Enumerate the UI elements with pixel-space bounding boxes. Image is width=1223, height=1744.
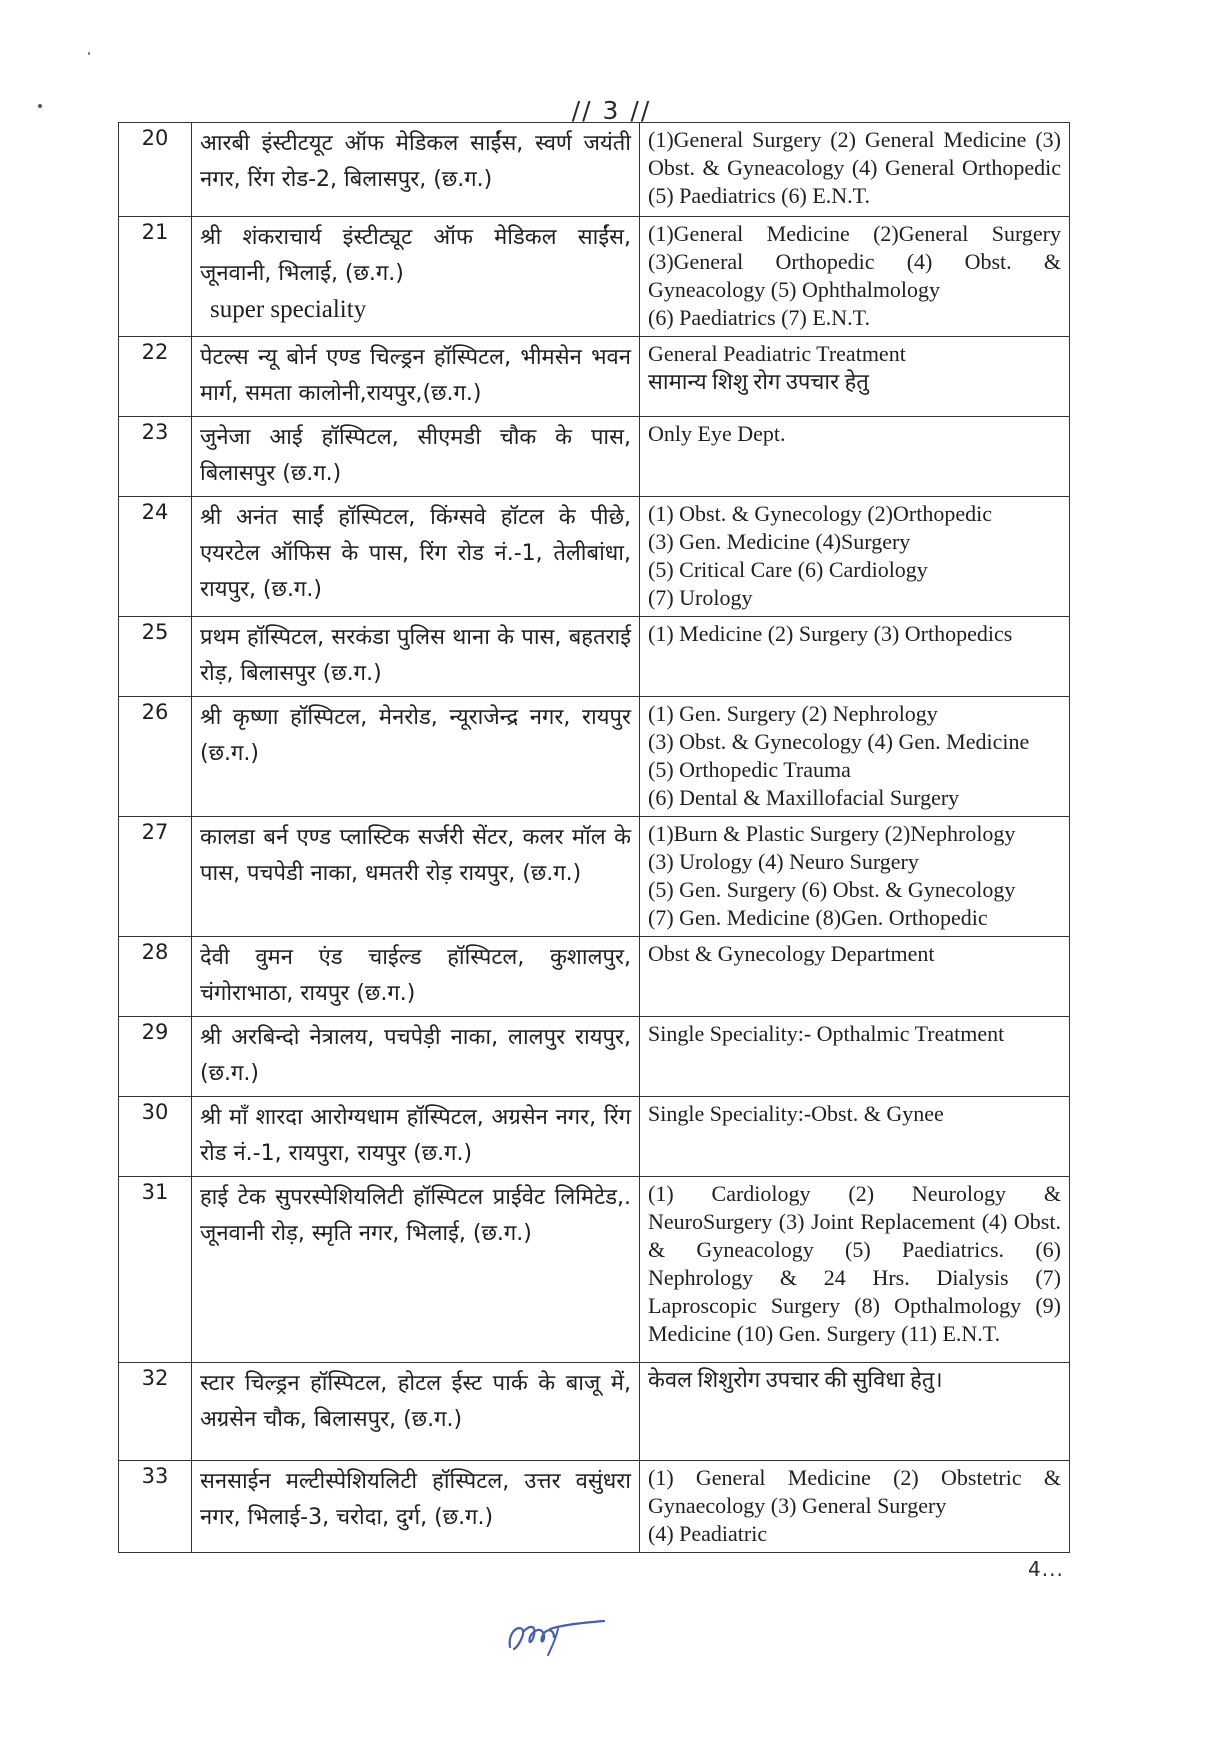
serial-number: 33 — [119, 1461, 192, 1553]
speciality-line: (1) Medicine (2) Surgery (3) Orthopedics — [648, 621, 1013, 646]
specialities — [640, 1461, 1070, 1553]
hospital-name-address — [192, 937, 640, 1017]
hospital-name-address — [192, 417, 640, 497]
serial-number: 22 — [119, 337, 192, 417]
speciality-line: केवल शिशुरोग उपचार की सुविधा हेतु। — [648, 1367, 943, 1392]
speciality-line: Only Eye Dept. — [648, 421, 786, 446]
specialities — [640, 1017, 1070, 1097]
speciality-line: (5) Orthopedic Trauma — [648, 757, 851, 782]
speciality-line: (3) Urology (4) Neuro Surgery — [648, 849, 919, 874]
table-row — [119, 817, 1070, 937]
table-row — [119, 217, 1070, 337]
hospital-table-body — [119, 123, 1070, 1553]
hospital-name-address — [192, 1017, 640, 1097]
hospital-name: हाई टेक सुपरस्पेशियलिटी हॉस्पिटल प्राईवेट लिमिटेड,. जूनवानी रोड़, स्मृति नगर, भिलाई, (छ.ग.) — [200, 1185, 631, 1246]
table-row — [119, 1363, 1070, 1461]
hospital-name: श्री शंकराचार्य इंस्टीट्यूट ऑफ मेडिकल साईंस, जूनवानी, भिलाई, (छ.ग.) — [200, 225, 631, 286]
specialities — [640, 617, 1070, 697]
hospital-name-address — [192, 1097, 640, 1177]
speciality-line: (3) Obst. & Gynecology (4) Gen. Medicine — [648, 729, 1030, 754]
speciality-line: (1) General Medicine (2) Obstetric & Gynaecology (3) General Surgery — [648, 1465, 1061, 1518]
hospital-name: प्रथम हॉस्पिटल, सरकंडा पुलिस थाना के पास, बहतराई रोड़, बिलासपुर (छ.ग.) — [200, 625, 631, 686]
hospital-name-address — [192, 697, 640, 817]
hospital-name: पेटल्स न्यू बोर्न एण्ड चिल्ड्रन हॉस्पिटल, भीमसेन भवन मार्ग, समता कालोनी,रायपुर,(छ.ग.) — [200, 345, 631, 406]
serial-number: 32 — [119, 1363, 192, 1461]
specialities — [640, 417, 1070, 497]
table-row — [119, 697, 1070, 817]
speciality-line: (3) Gen. Medicine (4)Surgery — [648, 529, 911, 554]
serial-number: 21 — [119, 217, 192, 337]
serial-number: 20 — [119, 123, 192, 217]
hospital-table — [118, 122, 1070, 1553]
speciality-line: (1) Cardiology (2) Neurology & NeuroSurgery (3) Joint Replacement (4) Obst. & Gyneacology (5) Paediatrics. (6) Nephrology & 24 Hrs. Dialysis (7) Laproscopic Surgery (8) Opthalmology (9) Medicine (10) Gen. Surgery (11) E.N.T. — [648, 1181, 1061, 1346]
specialities — [640, 337, 1070, 417]
table-row — [119, 417, 1070, 497]
speciality-line: (1)Burn & Plastic Surgery (2)Nephrology — [648, 821, 1016, 846]
hospital-name-address — [192, 1461, 640, 1553]
serial-number: 27 — [119, 817, 192, 937]
hospital-name: स्टार चिल्ड्रन हॉस्पिटल, होटल ईस्ट पार्क के बाजू में, अग्रसेन चौक, बिलासपुर, (छ.ग.) — [200, 1371, 631, 1432]
table-row — [119, 1097, 1070, 1177]
serial-number: 29 — [119, 1017, 192, 1097]
speciality-line: Single Speciality:-Obst. & Gynee — [648, 1101, 944, 1126]
serial-number: 30 — [119, 1097, 192, 1177]
hospital-name: कालडा बर्न एण्ड प्लास्टिक सर्जरी सेंटर, कलर मॉल के पास, पचपेडी नाका, धमतरी रोड़ रायपुर, (छ.ग.) — [200, 825, 631, 886]
speciality-line: (5) Gen. Surgery (6) Obst. & Gynecology — [648, 877, 1016, 902]
scan-mark — [88, 52, 90, 55]
specialities — [640, 817, 1070, 937]
table-row — [119, 1017, 1070, 1097]
table-row — [119, 123, 1070, 217]
speciality-line: Obst & Gynecology Department — [648, 941, 935, 966]
speciality-line: (1) Gen. Surgery (2) Nephrology — [648, 701, 938, 726]
speciality-line: General Peadiatric Treatment — [648, 341, 906, 366]
specialities — [640, 937, 1070, 1017]
serial-number: 23 — [119, 417, 192, 497]
specialities — [640, 1177, 1070, 1363]
specialities — [640, 217, 1070, 337]
speciality-line: (1)General Medicine (2)General Surgery (3)General Orthopedic (4) Obst. & Gyneacology (5) Ophthalmology — [648, 221, 1061, 302]
hospital-name: सनसाईन मल्टीस्पेशियलिटी हॉस्पिटल, उत्तर वसुंधरा नगर, भिलाई-3, चरोदा, दुर्ग, (छ.ग.) — [200, 1469, 631, 1530]
hospital-name: आरबी इंस्टीटयूट ऑफ मेडिकल साईंस, स्वर्ण जयंती नगर, रिंग रोड-2, बिलासपुर, (छ.ग.) — [200, 131, 631, 192]
hospital-name: जुनेजा आई हॉस्पिटल, सीएमडी चौक के पास, बिलासपुर (छ.ग.) — [200, 425, 631, 486]
specialities — [640, 1097, 1070, 1177]
specialities — [640, 497, 1070, 617]
specialities — [640, 697, 1070, 817]
hospital-name-address — [192, 217, 640, 337]
table-row — [119, 1177, 1070, 1363]
speciality-line: (4) Peadiatric — [648, 1521, 768, 1546]
hospital-name-address — [192, 617, 640, 697]
speciality-line: (6) Paediatrics (7) E.N.T. — [648, 305, 870, 330]
hospital-name-address — [192, 1363, 640, 1461]
hospital-name: श्री अरबिन्दो नेत्रालय, पचपेड़ी नाका, लालपुर रायपुर, (छ.ग.) — [200, 1025, 631, 1086]
hospital-name-note: super speciality — [210, 296, 367, 323]
speciality-line: (7) Urology — [648, 585, 753, 610]
speciality-line: (1) Obst. & Gynecology (2)Orthopedic — [648, 501, 992, 526]
continuation-marker: 4... — [1028, 1557, 1064, 1581]
hospital-name: श्री कृष्णा हॉस्पिटल, मेनरोड, न्यूराजेन्द्र नगर, रायपुर (छ.ग.) — [200, 705, 631, 766]
speciality-line: (5) Critical Care (6) Cardiology — [648, 557, 928, 582]
specialities — [640, 123, 1070, 217]
serial-number: 26 — [119, 697, 192, 817]
speciality-line: (1)General Surgery (2) General Medicine (3) Obst. & Gyneacology (4) General Orthopedic (5) Paediatrics (6) E.N.T. — [648, 127, 1061, 208]
table-row — [119, 617, 1070, 697]
hospital-name-address — [192, 817, 640, 937]
hospital-name: श्री माँ शारदा आरोग्यधाम हॉस्पिटल, अग्रसेन नगर, रिंग रोड नं.-1, रायपुरा, रायपुर (छ.ग.) — [200, 1105, 631, 1166]
hospital-name: देवी वुमन एंड चाईल्ड हॉस्पिटल, कुशालपुर, चंगोराभाठा, रायपुर (छ.ग.) — [200, 945, 631, 1006]
hospital-name-address — [192, 497, 640, 617]
serial-number: 25 — [119, 617, 192, 697]
handwritten-initials — [500, 1607, 610, 1661]
serial-number: 28 — [119, 937, 192, 1017]
hospital-name-address — [192, 123, 640, 217]
table-row — [119, 1461, 1070, 1553]
table-row — [119, 497, 1070, 617]
hospital-name-address — [192, 1177, 640, 1363]
serial-number: 24 — [119, 497, 192, 617]
hospital-name-address — [192, 337, 640, 417]
hospital-name: श्री अनंत साईं हॉस्पिटल, किंग्सवे हॉटल के पीछे, एयरटेल ऑफिस के पास, रिंग रोड नं.-1, तेलीबांधा, रायपुर, (छ.ग.) — [200, 505, 631, 602]
speciality-line: (7) Gen. Medicine (8)Gen. Orthopedic — [648, 905, 988, 930]
serial-number: 31 — [119, 1177, 192, 1363]
page-number: // 3 // — [571, 96, 652, 125]
specialities — [640, 1363, 1070, 1461]
speciality-line: (6) Dental & Maxillofacial Surgery — [648, 785, 960, 810]
speciality-line: सामान्य शिशु रोग उपचार हेतु — [648, 369, 869, 394]
speciality-line: Single Speciality:- Opthalmic Treatment — [648, 1021, 1005, 1046]
table-row — [119, 937, 1070, 1017]
table-row — [119, 337, 1070, 417]
